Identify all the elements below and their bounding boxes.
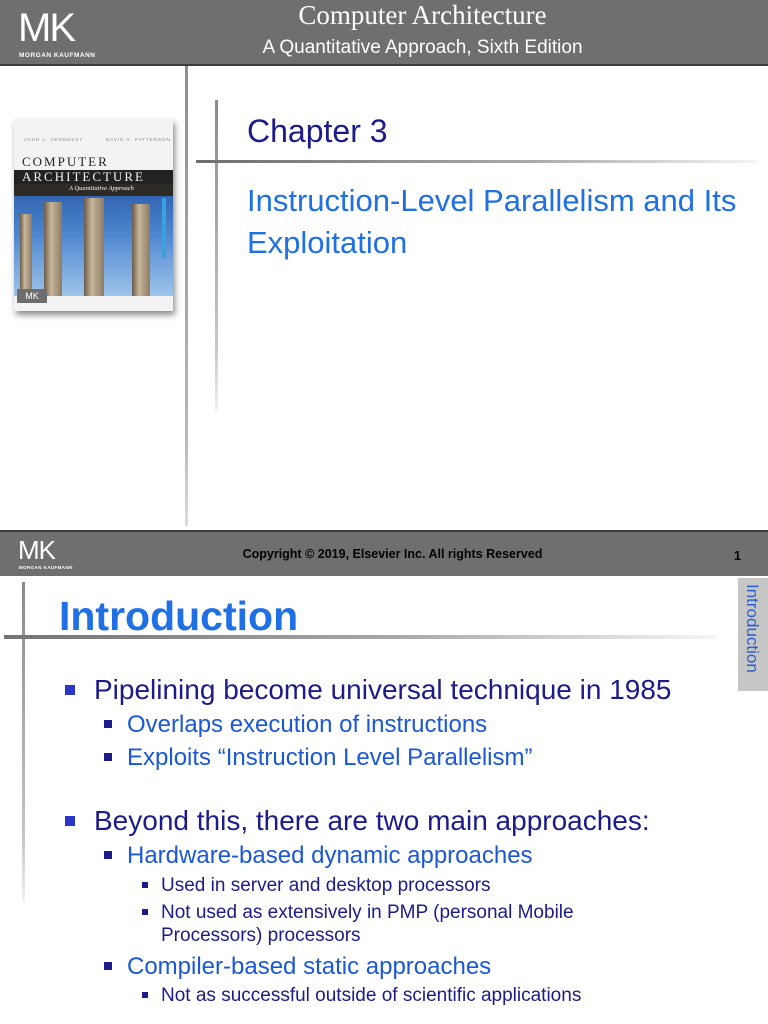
section-tab-label: Introduction [743, 584, 762, 673]
bullet-level-1 [94, 674, 672, 706]
square-bullet-icon [104, 720, 112, 728]
bullet-level-3 [161, 874, 491, 897]
column-shape [20, 214, 32, 296]
column-shape [84, 198, 104, 296]
header-title: Computer Architecture [298, 0, 547, 30]
bullet-text: Processors) processors [161, 925, 361, 946]
bullet-text: Hardware-based dynamic approaches [127, 842, 533, 869]
square-bullet-icon [104, 753, 112, 761]
bullet-text: Compiler-based static approaches [127, 953, 492, 980]
header-subtitle: A Quantitative Approach, Sixth Edition [262, 37, 583, 58]
bullet-text: Pipelining become universal technique in 1985 [94, 674, 672, 705]
horizontal-rule [196, 160, 756, 163]
square-bullet-icon [142, 882, 148, 888]
bullet-text: Not used as extensively in PMP (personal Mobile [161, 902, 574, 923]
square-bullet-icon [104, 962, 112, 970]
bullet-text: Beyond this, there are two main approaches: [94, 805, 650, 836]
page-number: 1 [734, 549, 741, 563]
bullet-level-3 [161, 984, 581, 1007]
book-spine-accent [162, 198, 166, 258]
square-bullet-icon [142, 992, 148, 998]
chapter-title: Instruction-Level Parallelism and Its Exploitation [247, 183, 737, 260]
footer-logo-mark: MK [18, 535, 55, 565]
slide-title: Introduction [59, 593, 299, 639]
bullet-level-2 [127, 953, 491, 981]
square-bullet-icon [65, 685, 75, 695]
header-divider [0, 64, 768, 66]
bullet-continuation [161, 924, 361, 947]
section-tab [738, 578, 768, 691]
square-bullet-icon [104, 851, 112, 859]
bullet-text: Used in server and desktop processors [161, 875, 491, 896]
book-author-1: JOHN L. HENNESSY [24, 137, 84, 142]
bullet-level-2 [127, 744, 532, 772]
bullet-level-2 [127, 842, 533, 870]
copyright-notice: Copyright © 2019, Elsevier Inc. All rights Reserved [242, 547, 543, 561]
publisher-logo-name: MORGAN KAUFMANN [19, 52, 96, 59]
square-bullet-icon [142, 909, 148, 915]
book-tagline: A Quantitative Approach [69, 185, 134, 192]
chapter-number: Chapter 3 [247, 113, 388, 149]
vertical-rule-left [185, 66, 188, 526]
slide-2 [0, 576, 768, 1024]
book-author-2: DAVID A. PATTERSON [106, 137, 171, 142]
vertical-rule-right [215, 100, 218, 410]
bullet-text: Exploits “Instruction Level Parallelism” [127, 744, 533, 771]
publisher-logo [18, 6, 108, 62]
footer-logo-name: MORGAN KAUFMANN [19, 565, 73, 570]
bullet-level-2 [127, 711, 487, 739]
book-title-line-2: ARCHITECTURE [22, 169, 145, 184]
publisher-logo-mark: MK [18, 6, 74, 50]
bullet-level-3 [161, 901, 574, 924]
bullet-text: Not as successful outside of scientific applications [161, 985, 582, 1006]
column-shape [132, 204, 150, 296]
slide-header [0, 0, 768, 64]
slide-footer [0, 530, 768, 578]
book-publisher-mark: MK [17, 289, 47, 303]
vertical-rule [22, 582, 25, 902]
book-title-line-1: COMPUTER [22, 154, 109, 169]
book-cover-image [14, 119, 173, 311]
column-shape [44, 202, 62, 296]
square-bullet-icon [65, 816, 75, 826]
bullet-level-1 [94, 805, 650, 837]
book-cover-photo [14, 184, 173, 296]
bullet-text: Overlaps execution of instructions [127, 711, 488, 738]
